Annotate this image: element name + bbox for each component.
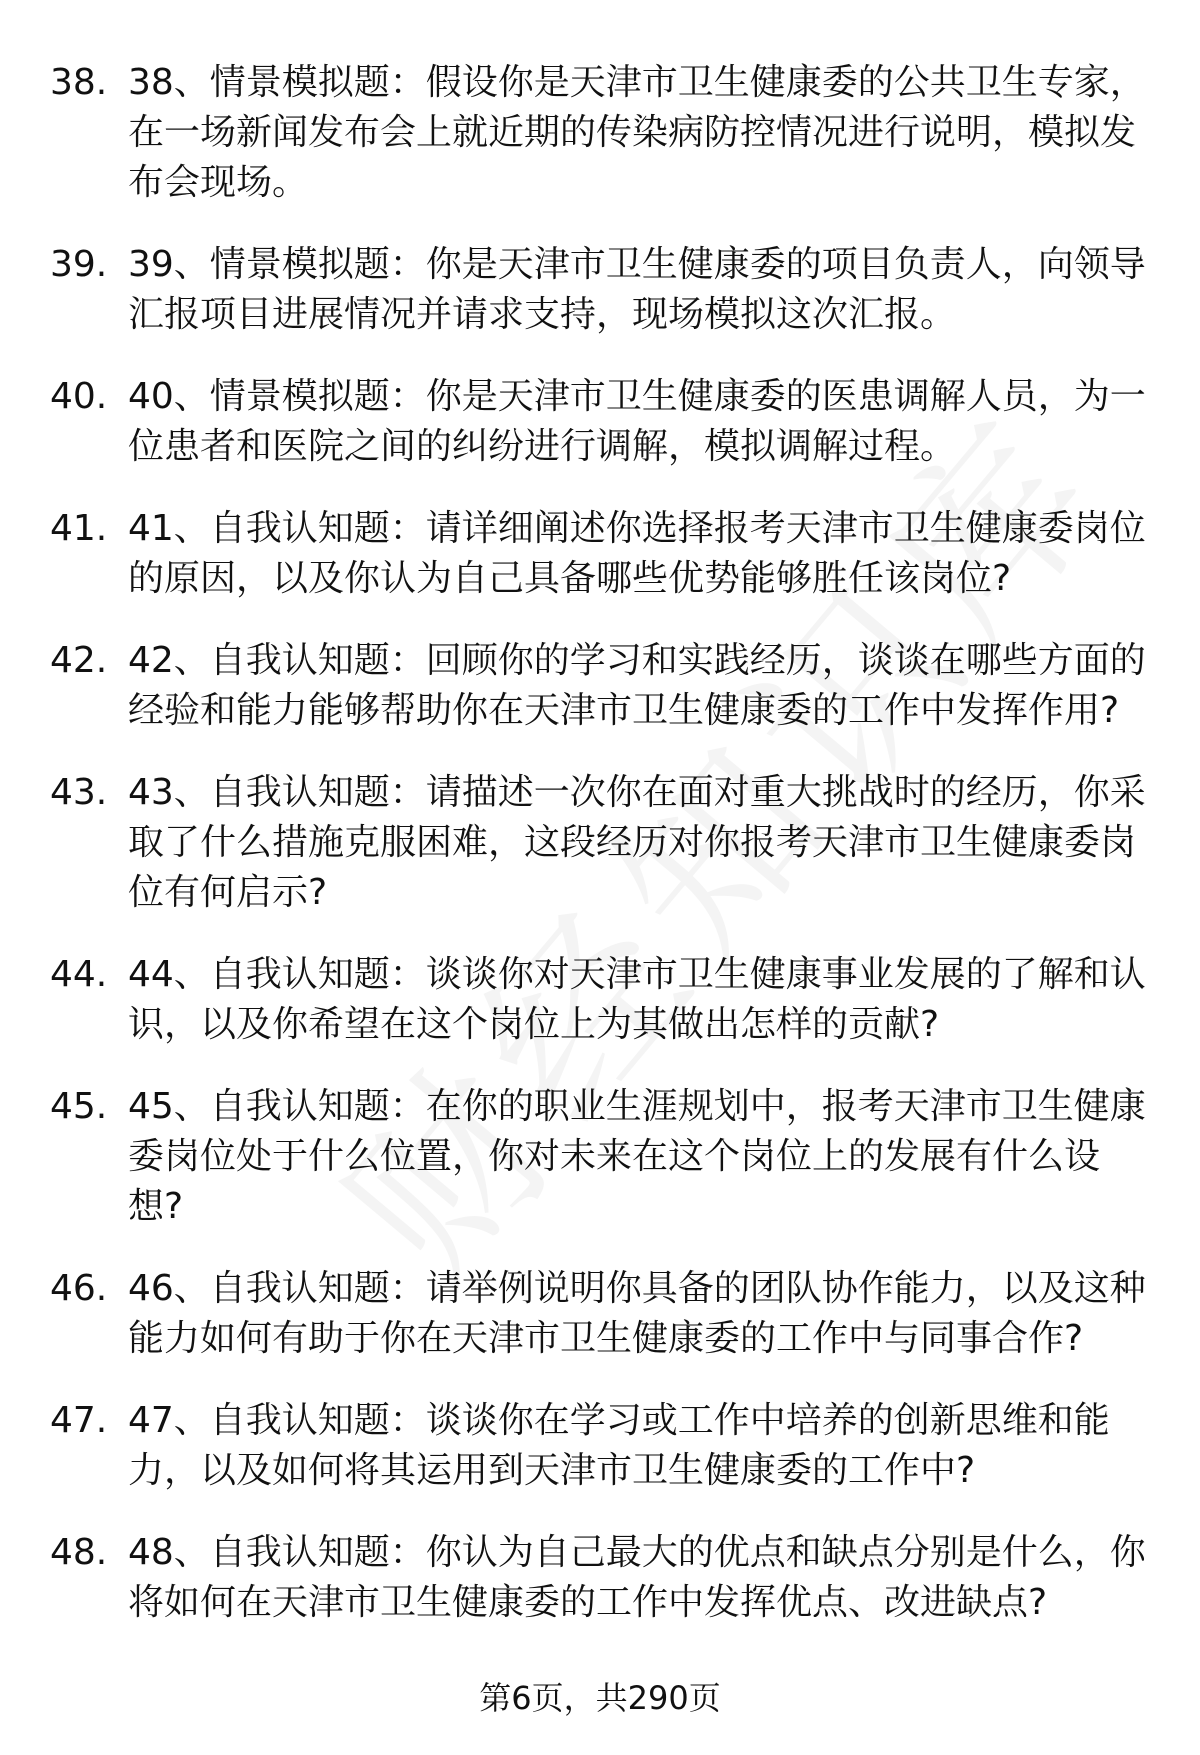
item-text: 38、情景模拟题：假设你是天津市卫生健康委的公共卫生专家，在一场新闻发布会上就近期的传染病防控情况进行说明，模拟发布会现场。 (128, 62, 1146, 203)
item-text: 42、自我认知题：回顾你的学习和实践经历，谈谈在哪些方面的经验和能力能够帮助你在天津市卫生健康委的工作中发挥作用? (128, 640, 1146, 731)
item-text: 45、自我认知题：在你的职业生涯规划中，报考天津市卫生健康委岗位处于什么位置，你对未来在这个岗位上的发展有什么设想? (128, 1086, 1146, 1227)
item-text: 46、自我认知题：请举例说明你具备的团队协作能力，以及这种能力如何有助于你在天津市卫生健康委的工作中与同事合作? (128, 1268, 1146, 1359)
item-text: 40、情景模拟题：你是天津市卫生健康委的医患调解人员，为一位患者和医院之间的纠纷进行调解，模拟调解过程。 (128, 376, 1146, 467)
item-number: 46. (50, 1268, 108, 1309)
list-item (0, 504, 1200, 604)
list-item (0, 950, 1200, 1050)
item-text: 41、自我认知题：请详细阐述你选择报考天津市卫生健康委岗位的原因，以及你认为自己具备哪些优势能够胜任该岗位? (128, 508, 1146, 599)
list-item (0, 768, 1200, 918)
item-number: 44. (50, 954, 108, 995)
item-text: 43、自我认知题：请描述一次你在面对重大挑战时的经历，你采取了什么措施克服困难，这段经历对你报考天津市卫生健康委岗位有何启示? (128, 772, 1146, 913)
item-number: 45. (50, 1086, 108, 1127)
question-list (0, 58, 1200, 1660)
item-number: 40. (50, 376, 108, 417)
list-item (0, 1528, 1200, 1628)
list-item (0, 372, 1200, 472)
list-item (0, 636, 1200, 736)
page-footer: 第6页，共290页 (479, 1679, 721, 1717)
item-number: 43. (50, 772, 108, 813)
list-item (0, 1082, 1200, 1232)
list-item (0, 240, 1200, 340)
item-text: 48、自我认知题：你认为自己最大的优点和缺点分别是什么，你将如何在天津市卫生健康委的工作中发挥优点、改进缺点? (128, 1532, 1146, 1623)
item-number: 41. (50, 508, 108, 549)
list-item (0, 1264, 1200, 1364)
item-text: 39、情景模拟题：你是天津市卫生健康委的项目负责人，向领导汇报项目进展情况并请求支持，现场模拟这次汇报。 (128, 244, 1146, 335)
item-number: 38. (50, 62, 108, 103)
item-number: 48. (50, 1532, 108, 1573)
item-number: 39. (50, 244, 108, 285)
item-text: 44、自我认知题：谈谈你对天津市卫生健康事业发展的了解和认识，以及你希望在这个岗位上为其做出怎样的贡献? (128, 954, 1146, 1045)
item-text: 47、自我认知题：谈谈你在学习或工作中培养的创新思维和能力，以及如何将其运用到天津市卫生健康委的工作中? (128, 1400, 1110, 1491)
item-number: 47. (50, 1400, 108, 1441)
item-number: 42. (50, 640, 108, 681)
list-item (0, 1396, 1200, 1496)
list-item (0, 58, 1200, 208)
